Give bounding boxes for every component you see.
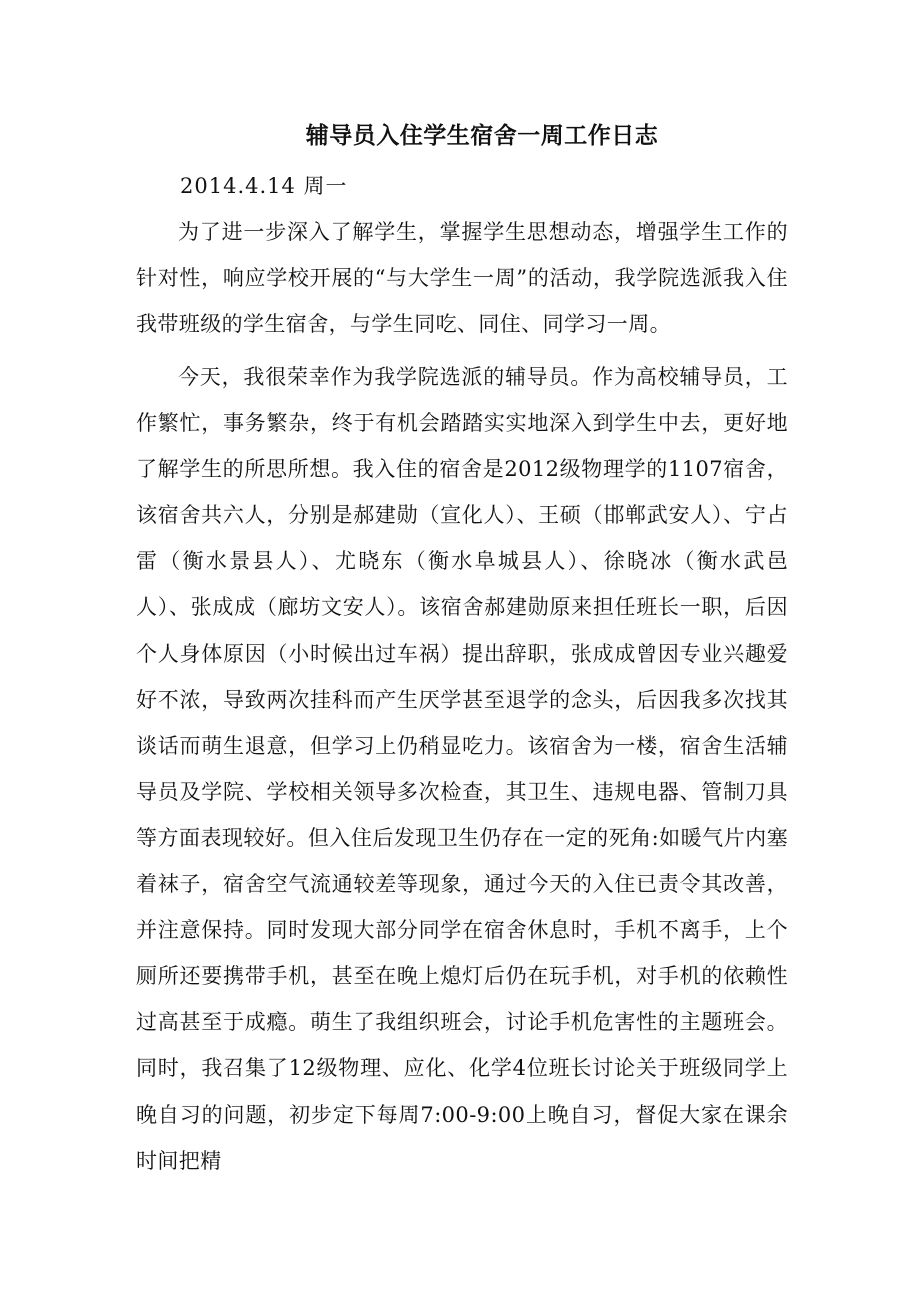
paragraph-intro: 为了进一步深入了解学生，掌握学生思想动态，增强学生工作的针对性，响应学校开展的“与大学生一周”的活动，我学院选派我入住我带班级的学生宿舍，与学生同吃、同住、同学习一周。 (136, 220, 788, 337)
document-title: 辅导员入住学生宿舍一周工作日志 (305, 123, 659, 149)
date-line: 2014.4.14 周一 (180, 174, 348, 198)
paragraph-body: 今天，我很荣幸作为我学院选派的辅导员。作为高校辅导员，工作繁忙，事务繁杂，终于有机会踏踏实实地深入到学生中去，更好地了解学生的所思所想。我入住的宿舍是2012级物理学的1107宿舍，该宿舍共六人，分别是郝建勋（宣化人）、王硕（邯郸武安人）、宁占雷（衡水景县人）、尤晓东（衡水阜城县人）、徐晓冰（衡水武邑人）、张成成（廊坊文安人）。该宿舍郝建勋原来担任班长一职，后因个人身体原因（小时候出过车祸）提出辞职，张成成曾因专业兴趣爱好不浓，导致两次挂科而产生厌学甚至退学的念头，后因我多次找其谈话而萌生退意，但学习上仍稍显吃力。该宿舍为一楼，宿舍生活辅导员及学院、学校相关领导多次检查，其卫生、违规电器、管制刀具等方面表现较好。但入住后发现卫生仍存在一定的死角:如暖气片内塞着袜子，宿舍空气流通较差等现象，通过今天的入住已责令其改善，并注意保持。同时发现大部分同学在宿舍休息时，手机不离手，上个厕所还要携带手机，甚至在晚上熄灯后仍在玩手机，对手机的依赖性过高甚至于成瘾。萌生了我组织班会，讨论手机危害性的主题班会。同时，我召集了12级物理、应化、化学4位班长讨论关于班级同学上晚自习的问题，初步定下每周7:00-9:00上晚自习，督促大家在课余时间把精 (136, 365, 788, 1173)
